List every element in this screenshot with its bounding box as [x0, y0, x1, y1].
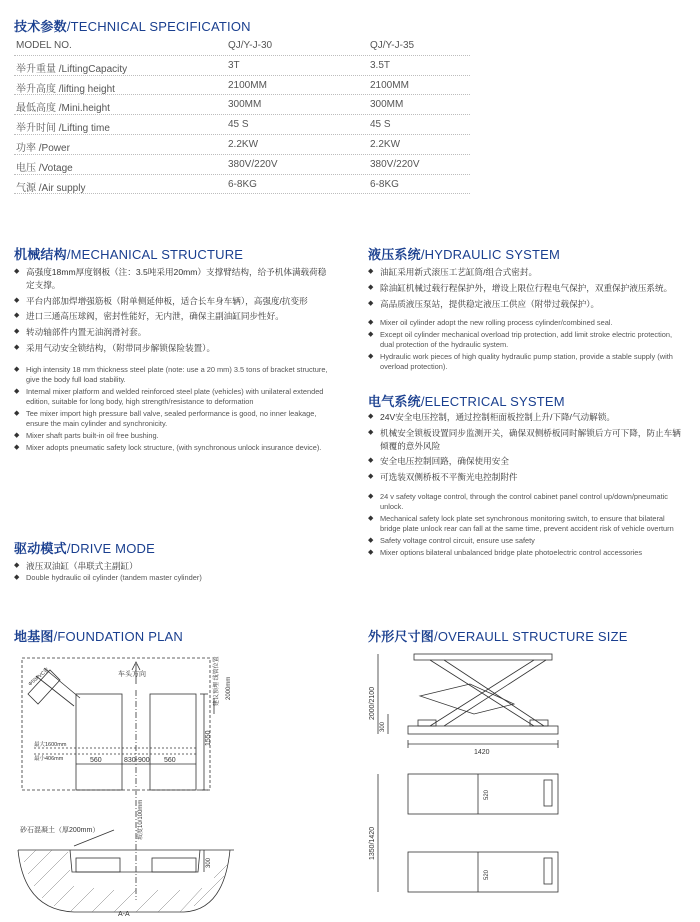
drive-title-cn: 驱动模式 [14, 541, 67, 556]
tech-spec-title-cn: 技术参数 [14, 19, 67, 34]
dim-520-top: 520 [484, 789, 490, 800]
hydraulic-list [368, 266, 684, 374]
spec-value: 6-8KG [228, 178, 257, 190]
table-row [14, 175, 470, 195]
list-item: ◆ Mixer shaft parts built-in oil free bushing. [14, 430, 159, 440]
hydraulic-en-list [368, 318, 684, 372]
list-item: ◆ Mechanical safety lock plate set synchronous monitoring switch, to ensure that bilateral bridge plate unlock rear can fall at the same time, prevent accident risk of vehicle overturn [368, 513, 674, 533]
drive-title [14, 538, 155, 557]
dim-560-right: 560 [164, 757, 176, 764]
drive-list [14, 560, 332, 585]
diamond-bullet-icon: ◆ [368, 283, 374, 291]
diamond-bullet-icon: ◆ [368, 353, 374, 361]
slope-note: 坡度10/100mm [138, 799, 144, 840]
list-item: ◆ Mixer options bilateral unbalanced bridge plate photoelectric control accessories [368, 547, 643, 557]
diamond-bullet-icon: ◆ [368, 514, 374, 522]
spec-value: 3T [228, 59, 240, 71]
mechanical-title-en: /MECHANICAL STRUCTURE [66, 247, 244, 262]
diamond-bullet-icon: ◆ [14, 343, 20, 351]
list-item: ◆ 机械安全锁板设置同步监测开关，确保双侧桥板同时解锁后方可下降，防止车辆倾覆的意外风险 [368, 427, 681, 451]
table-row [14, 56, 470, 76]
diamond-bullet-icon: ◆ [14, 562, 20, 569]
spec-table [14, 36, 470, 194]
spec-label: 举升时间 /Lifting time [16, 123, 110, 135]
diamond-bullet-icon: ◆ [368, 548, 374, 556]
spec-value: 300MM [370, 99, 404, 111]
spec-value: 45 S [228, 119, 249, 131]
section-a-a-label: A-A [118, 911, 130, 916]
spec-value: 2100MM [228, 79, 267, 91]
list-item: ◆ 转动轴部件内置无油润滑衬套。 [14, 327, 147, 338]
overall-title [368, 626, 628, 645]
overall-size-drawing [364, 648, 594, 918]
list-item: ◆ Internal mixer platform and welded reinforced steel plate (vehicles) with unilateral extended edition, suitable for long body, high strength/resistance to deformation [14, 386, 324, 406]
spec-label: 气源 /Air supply [16, 182, 86, 194]
diamond-bullet-icon: ◆ [14, 296, 20, 304]
spec-label: MODEL NO. [16, 40, 72, 51]
table-row [14, 36, 470, 56]
spec-value: 380V/220V [370, 158, 420, 170]
mechanical-title [14, 244, 243, 263]
dim-1350-1420: 1350/1420 [369, 826, 376, 860]
table-row [14, 115, 470, 135]
foundation-title-cn: 地基图 [14, 629, 54, 644]
list-item: ◆ 高强度18mm厚度钢板（注：3.5吨采用20mm）支撑臂结构，给予机体满载荷稳定支撑。 [14, 267, 327, 290]
mechanical-title-cn: 机械结构 [14, 247, 67, 262]
spec-label: 举升高度 /lifting height [16, 83, 115, 95]
table-row [14, 155, 470, 175]
list-item: ◆ 油缸采用新式滚压工艺缸筒/组合式密封。 [368, 267, 538, 277]
spec-value: 380V/220V [228, 158, 278, 170]
spec-value: 3.5T [370, 59, 391, 71]
list-item: ◆ 高品质液压泵站，提供稳定液压工供应（附带过载保护）。 [368, 298, 600, 309]
electrical-en-list [368, 492, 684, 558]
hydraulic-title-cn: 液压系统 [368, 247, 421, 262]
drive-title-en: /DRIVE MODE [66, 541, 155, 556]
hydraulic-title [368, 244, 560, 263]
mechanical-en-list [14, 365, 332, 453]
list-item: ◆ Tee mixer import high pressure ball valve, sealed performance is good, no inner leakage, ensure the main cylinder and synchronicity. [14, 408, 317, 428]
electrical-title [368, 391, 565, 410]
diamond-bullet-icon: ◆ [14, 387, 20, 395]
diamond-bullet-icon: ◆ [368, 299, 374, 307]
list-item: ◆ 进口三通高压球阀，密封性能好，无内泄，确保主副油缸同步性好。 [14, 311, 284, 322]
list-item: ◆ 可选装双侧桥板不平衡光电控制附件 [368, 472, 518, 483]
dim-520-bottom: 520 [484, 869, 490, 880]
dim-1420: 1420 [474, 749, 490, 756]
list-item: ◆ Mixer oil cylinder adopt the new rolling process cylinder/combined seal. [368, 318, 613, 328]
dim-1550: 1550 [205, 730, 212, 746]
diamond-bullet-icon: ◆ [14, 409, 20, 417]
car-direction-label: 车头方向 [118, 671, 146, 678]
diamond-bullet-icon: ◆ [14, 328, 20, 336]
diamond-bullet-icon: ◆ [14, 365, 20, 373]
list-item: ◆ 采用气动安全锁结构，（附带同步解锁保险装置）。 [14, 342, 216, 353]
dim-300-section: 300 [206, 857, 212, 868]
spec-value: 2100MM [370, 79, 409, 91]
max-1600-note: 最大1600mm [34, 742, 67, 748]
list-item: ◆ 除油缸机械过载行程保护外，增设上限位行程电气保护，双重保护液压系统。 [368, 282, 673, 293]
pvc-pipe-note: Φ50PVC管 [27, 666, 51, 688]
diamond-bullet-icon: ◆ [368, 428, 374, 436]
list-item: ◆ Safety voltage control circuit, ensure use safety [368, 535, 535, 545]
overall-title-en: /OVERAULL STRUCTURE SIZE [434, 629, 628, 644]
diamond-bullet-icon: ◆ [14, 443, 20, 451]
list-item: ◆ 24V安全电压控制，通过控制柜面板控制上升/下降/气动解锁。 [368, 412, 615, 422]
concrete-note: 砂石混凝土（厚200mm） [20, 827, 100, 834]
min-406-note: 最小406mm [34, 756, 64, 762]
cable-conduit-note: 建议预埋 线管位置 [214, 656, 220, 706]
mechanical-cn-list [14, 266, 332, 355]
foundation-plan-drawing [14, 650, 244, 916]
diamond-bullet-icon: ◆ [368, 492, 374, 500]
spec-label: 举升重量 /LiftingCapacity [16, 63, 128, 75]
diamond-bullet-icon: ◆ [368, 536, 374, 544]
diamond-bullet-icon: ◆ [368, 457, 374, 465]
diamond-bullet-icon: ◆ [368, 268, 374, 275]
spec-value: 45 S [370, 119, 391, 131]
spec-value: 2.2KW [370, 138, 401, 150]
spec-label: 电压 /Votage [16, 162, 73, 174]
diamond-bullet-icon: ◆ [14, 312, 20, 320]
electrical-list [368, 411, 684, 560]
electrical-title-en: /ELECTRICAL SYSTEM [420, 394, 565, 409]
dim-2000mm: 2000mm [226, 676, 232, 700]
spec-label: 功率 /Power [16, 142, 70, 154]
foundation-title [14, 626, 183, 645]
list-item: ◆ High intensity 18 mm thickness steel plate (note: use a 20 mm) 3.5 tons of bracket structure, give the body full load stability. [14, 364, 328, 384]
list-item: ◆ 安全电压控制回路，确保使用安全 [368, 456, 509, 467]
diamond-bullet-icon: ◆ [368, 319, 374, 327]
diamond-bullet-icon: ◆ [14, 573, 20, 581]
list-item: ◆ Double hydraulic oil cylinder (tandem master cylinder) [14, 572, 202, 582]
list-item: ◆ 液压双油缸（串联式主副缸） [14, 561, 138, 571]
overall-title-cn: 外形尺寸图 [368, 629, 435, 644]
table-row [14, 95, 470, 115]
dim-560-left: 560 [90, 757, 102, 764]
list-item: ◆ Mixer adopts pneumatic safety lock structure, (with synchronous unlock insurance device). [14, 442, 322, 452]
diamond-bullet-icon: ◆ [14, 431, 20, 439]
spec-value: 300MM [228, 99, 262, 111]
spec-value: QJ/Y-J-35 [370, 40, 415, 51]
hydraulic-title-en: /HYDRAULIC SYSTEM [420, 247, 561, 262]
electrical-cn-list [368, 411, 684, 484]
dim-300-overall: 300 [380, 721, 386, 732]
table-row [14, 135, 470, 155]
spec-value: 2.2KW [228, 138, 259, 150]
hydraulic-cn-list [368, 266, 684, 310]
diamond-bullet-icon: ◆ [368, 331, 374, 339]
mechanical-list [14, 266, 332, 455]
diamond-bullet-icon: ◆ [368, 473, 374, 481]
list-item: ◆ 24 v safety voltage control, through the control cabinet panel control up/down/pneumatic unlock. [368, 491, 669, 511]
foundation-title-en: /FOUNDATION PLAN [53, 629, 183, 644]
tech-spec-title [14, 16, 251, 35]
table-row [14, 76, 470, 96]
list-item: ◆ 平台内部加焊增强筋板（附单侧延伸板，适合长车身车辆），高强度/抗变形 [14, 295, 308, 306]
list-item: ◆ Hydraulic work pieces of high quality hydraulic pump station, provide a stable supply (with overload protection). [368, 352, 673, 372]
diamond-bullet-icon: ◆ [368, 413, 374, 420]
spec-value: QJ/Y-J-30 [228, 40, 273, 51]
list-item: ◆ Except oil cylinder mechanical overload trip protection, add limit stroke electric protection, dual protection of the hydraulic system. [368, 330, 673, 350]
dim-2000-2100: 2000/2100 [369, 686, 376, 720]
electrical-title-cn: 电气系统 [368, 394, 421, 409]
spec-value: 6-8KG [370, 178, 399, 190]
diamond-bullet-icon: ◆ [14, 268, 20, 275]
tech-spec-title-en: /TECHNICAL SPECIFICATION [66, 19, 251, 34]
spec-label: 最低高度 /Mini.height [16, 103, 110, 115]
dim-830-900: 830-900 [124, 757, 150, 764]
